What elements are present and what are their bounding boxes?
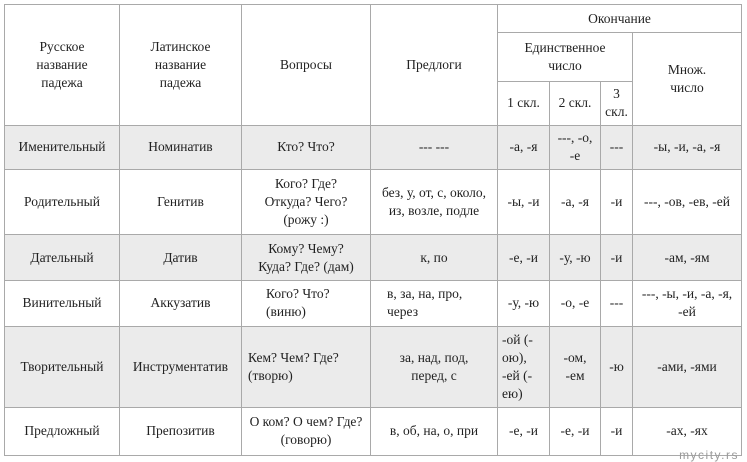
watermark: mycity.rs (679, 448, 739, 462)
ending-decl3: --- (601, 125, 633, 169)
case-latin: Генитив (120, 170, 242, 235)
case-questions: Кого? Что? (виню) (242, 280, 371, 326)
case-latin: Инструментатив (120, 327, 242, 408)
table-row (5, 280, 742, 326)
ending-decl2: -а, -я (550, 170, 601, 235)
case-russian: Дательный (5, 235, 120, 280)
header-singular: Единственное число (498, 33, 633, 81)
case-questions: Кого? Где? Откуда? Чего? (рожу :) (242, 170, 371, 235)
ending-plural: -ах, -ях (633, 407, 742, 455)
table-row (5, 235, 742, 280)
ending-decl1: -а, -я (498, 125, 550, 169)
case-russian: Творительный (5, 327, 120, 408)
ending-plural: ---, -ы, -и, -а, -я, -ей (633, 280, 742, 326)
case-latin: Номинатив (120, 125, 242, 169)
case-latin: Датив (120, 235, 242, 280)
ending-decl3: -и (601, 235, 633, 280)
header-ending: Окончание (498, 5, 742, 33)
ending-decl2: ---, -о, -е (550, 125, 601, 169)
table-row (5, 327, 742, 408)
ending-decl1: -ы, -и (498, 170, 550, 235)
case-prepositions: в, за, на, про, через (371, 280, 498, 326)
ending-decl2: -о, -е (550, 280, 601, 326)
ending-decl1: -ой (-ою), -ей (-ею) (498, 327, 550, 408)
ending-decl1: -у, -ю (498, 280, 550, 326)
case-latin: Аккузатив (120, 280, 242, 326)
ending-decl1: -е, -и (498, 407, 550, 455)
ending-decl2: -е, -и (550, 407, 601, 455)
ending-decl3: --- (601, 280, 633, 326)
header-decl3: 3 скл. (601, 81, 633, 125)
case-questions: Кому? Чему? Куда? Где? (дам) (242, 235, 371, 280)
ending-decl3: -и (601, 407, 633, 455)
cases-table (4, 4, 742, 456)
ending-decl1: -е, -и (498, 235, 550, 280)
header-plural: Множ. число (633, 33, 742, 126)
case-russian: Родительный (5, 170, 120, 235)
header-decl1: 1 скл. (498, 81, 550, 125)
case-questions: Кто? Что? (242, 125, 371, 169)
case-prepositions: к, по (371, 235, 498, 280)
case-russian: Предложный (5, 407, 120, 455)
ending-decl2: -у, -ю (550, 235, 601, 280)
case-questions: Кем? Чем? Где? (творю) (242, 327, 371, 408)
ending-plural: ---, -ов, -ев, -ей (633, 170, 742, 235)
ending-decl3: -и (601, 170, 633, 235)
ending-plural: -ам, -ям (633, 235, 742, 280)
ending-decl3: -ю (601, 327, 633, 408)
case-russian: Винительный (5, 280, 120, 326)
case-prepositions: в, об, на, о, при (371, 407, 498, 455)
ending-plural: -ы, -и, -а, -я (633, 125, 742, 169)
header-prepositions: Предлоги (371, 5, 498, 126)
header-questions: Вопросы (242, 5, 371, 126)
case-russian: Именительный (5, 125, 120, 169)
header-russian: Русское название падежа (5, 5, 120, 126)
table-row (5, 407, 742, 455)
table-row (5, 170, 742, 235)
header-latin: Латинское название падежа (120, 5, 242, 126)
header-decl2: 2 скл. (550, 81, 601, 125)
case-prepositions: --- --- (371, 125, 498, 169)
ending-plural: -ами, -ями (633, 327, 742, 408)
case-prepositions: без, у, от, с, около, из, возле, подле (371, 170, 498, 235)
table-row (5, 125, 742, 169)
case-latin: Препозитив (120, 407, 242, 455)
case-questions: О ком? О чем? Где? (говорю) (242, 407, 371, 455)
ending-decl2: -ом, -ем (550, 327, 601, 408)
case-prepositions: за, над, под, перед, с (371, 327, 498, 408)
